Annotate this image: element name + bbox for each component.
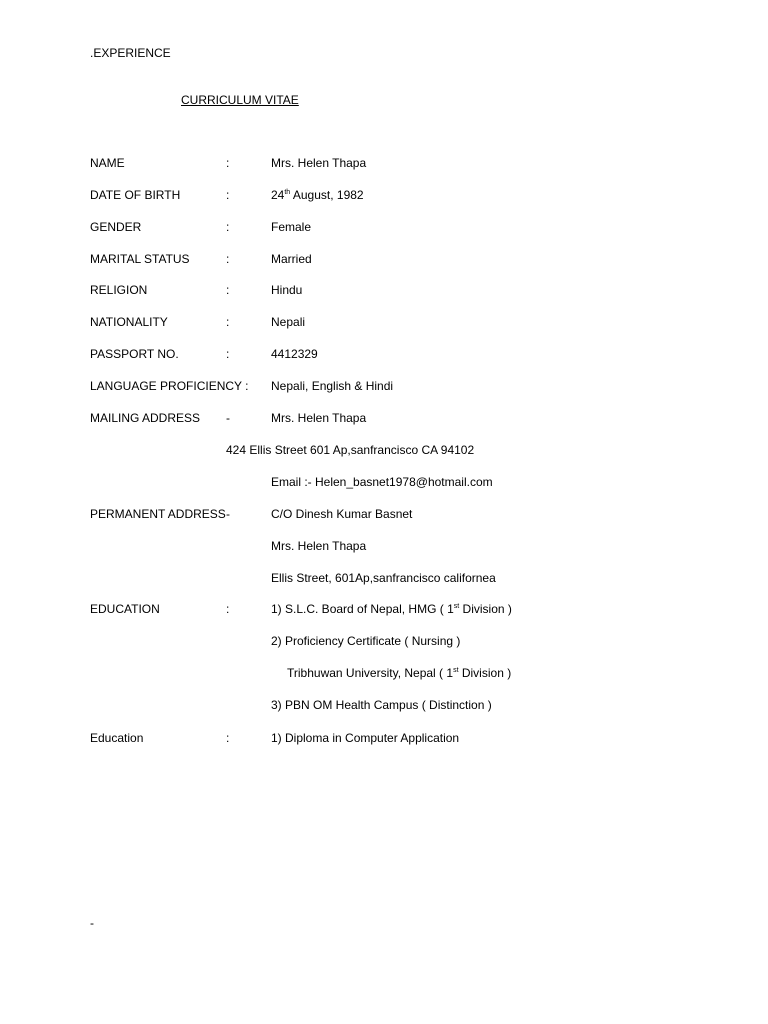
education-2-item-1: 1) Diploma in Computer Application [271, 731, 460, 745]
section-heading: .EXPERIENCE [90, 46, 171, 60]
dob-separator: : [226, 188, 230, 202]
marital-status-value: Married [271, 252, 312, 266]
gender-separator: : [226, 220, 230, 234]
religion-value: Hindu [271, 283, 303, 297]
permanent-address-label: PERMANENT ADDRESS [90, 507, 226, 521]
dob-day: 24 [271, 188, 285, 202]
education-item-2b-text: Tribhuwan University, Nepal ( 1 [287, 666, 454, 680]
page-title: CURRICULUM VITAE [181, 93, 299, 107]
footer-mark: - [90, 916, 94, 930]
passport-value: 4412329 [271, 347, 318, 361]
name-separator: : [226, 156, 230, 170]
education-label: EDUCATION [90, 602, 160, 616]
mailing-address-line-1: Mrs. Helen Thapa [271, 411, 367, 425]
nationality-separator: : [226, 315, 230, 329]
permanent-address-line-2: Mrs. Helen Thapa [271, 539, 367, 553]
education-item-1 [271, 602, 512, 616]
dob-day-suffix: th [284, 189, 291, 196]
education-item-1-text: 1) S.L.C. Board of Nepal, HMG ( 1 [271, 602, 454, 616]
nationality-value: Nepali [271, 315, 306, 329]
mailing-address-separator: - [226, 411, 230, 425]
language-label: LANGUAGE PROFICIENCY : [90, 379, 249, 393]
religion-label: RELIGION [90, 283, 148, 297]
dob-value [271, 188, 364, 202]
religion-separator: : [226, 283, 230, 297]
mailing-address-email: Email :- Helen_basnet1978@hotmail.com [271, 475, 493, 489]
marital-status-label: MARITAL STATUS [90, 252, 190, 266]
mailing-address-line-2: 424 Ellis Street 601 Ap,sanfrancisco CA 94102 [226, 443, 475, 457]
education-2-label: Education [90, 731, 144, 745]
education-item-3: 3) PBN OM Health Campus ( Distinction ) [271, 698, 492, 712]
gender-value: Female [271, 220, 312, 234]
permanent-address-line-1: C/O Dinesh Kumar Basnet [271, 507, 413, 521]
education-item-2-institution [287, 666, 511, 680]
dob-rest: August, 1982 [290, 188, 364, 202]
marital-status-separator: : [226, 252, 230, 266]
education-item-2: 2) Proficiency Certificate ( Nursing ) [271, 634, 461, 648]
education-item-1-sup: st [453, 603, 460, 610]
language-value: Nepali, English & Hindi [271, 379, 394, 393]
education-item-2b-end: Division ) [458, 666, 512, 680]
nationality-label: NATIONALITY [90, 315, 168, 329]
gender-label: GENDER [90, 220, 142, 234]
passport-label: PASSPORT NO. [90, 347, 179, 361]
permanent-address-separator: - [226, 507, 230, 521]
name-value: Mrs. Helen Thapa [271, 156, 367, 170]
education-separator: : [226, 602, 230, 616]
permanent-address-line-3: Ellis Street, 601Ap,sanfrancisco californea [271, 571, 496, 585]
passport-separator: : [226, 347, 230, 361]
education-item-2b-sup: st [453, 667, 459, 674]
education-item-1-end: Division ) [459, 602, 512, 616]
mailing-address-label: MAILING ADDRESS [90, 411, 201, 425]
name-label: NAME [90, 156, 125, 170]
education-2-separator: : [226, 731, 230, 745]
dob-label: DATE OF BIRTH [90, 188, 181, 202]
